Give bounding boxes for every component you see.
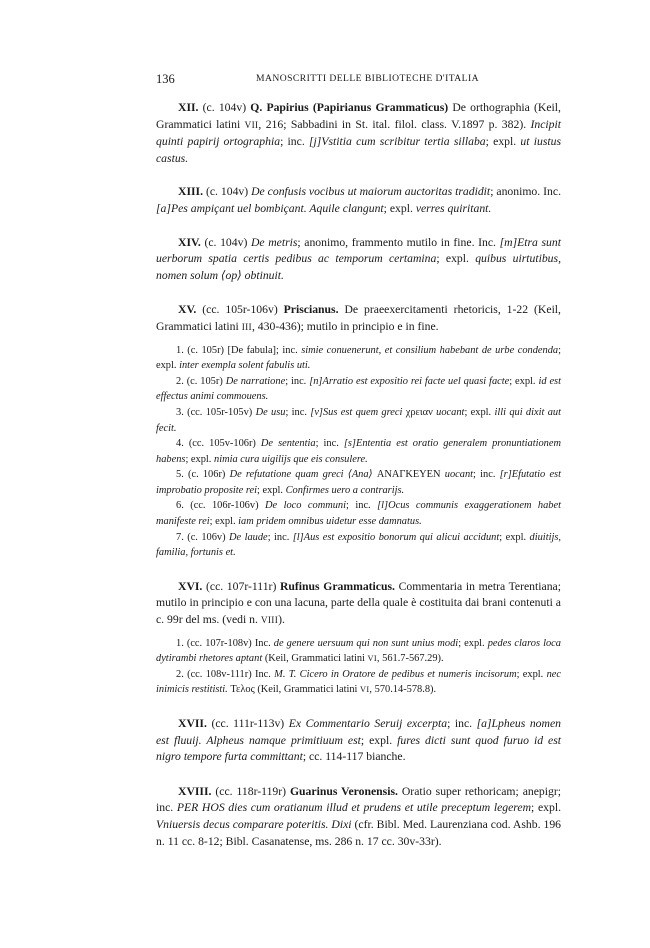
text-run: De orthographia (Keil, Grammatici latini bbox=[156, 101, 561, 131]
bold-run: XVIII. bbox=[178, 784, 216, 798]
italic-run: [a]Lpheus nomen est fluuij. Alpheus namque primitiuum est bbox=[156, 717, 561, 747]
entry-paragraph bbox=[156, 784, 561, 850]
text-run: 5. (c. 106r) bbox=[176, 469, 230, 481]
text-run: (cfr. Bibl. Med. Laurenziana cod. Ashb. 196 n. 11 cc. 8-12; Bibl. Casanatense, ms. 286 n. 17 cc. 30v-33r). bbox=[156, 817, 562, 848]
italic-run: nec inimicis restitisti. bbox=[156, 668, 561, 696]
entry-xv bbox=[156, 302, 561, 561]
sub-item bbox=[156, 498, 561, 529]
entry-xiv bbox=[156, 235, 561, 285]
italic-run: PER HOS dies cum oratianum illud et prudens et utile preceptum legerem bbox=[176, 801, 532, 815]
catalog-text bbox=[156, 100, 561, 850]
text-run: ; expl. bbox=[509, 375, 539, 387]
entry-xvii bbox=[156, 716, 561, 766]
sub-item bbox=[156, 636, 561, 667]
text-run: ; expl. bbox=[531, 801, 561, 815]
text-run: ; inc. bbox=[473, 469, 500, 481]
italic-run: De refutatione quam greci ⟨Ana⟩ bbox=[229, 469, 377, 481]
text-run: ; anonimo. Inc. bbox=[490, 185, 561, 199]
sub-item bbox=[156, 405, 561, 436]
italic-run: [l]Aus est expositio bonorum qui alicui accidunt bbox=[292, 531, 500, 543]
text-run: ; inc. bbox=[315, 438, 344, 450]
bold-run: XV. bbox=[178, 303, 203, 317]
entry-xii bbox=[156, 100, 561, 167]
bold-run: XVI. bbox=[178, 579, 206, 593]
text-run: , 430-436); mutilo in principio e in fine. bbox=[251, 319, 439, 333]
text-run: (c. 104v) bbox=[204, 235, 251, 249]
entry-paragraph bbox=[156, 716, 561, 766]
italic-run: De confusis vocibus ut maiorum auctoritas tradidit bbox=[251, 185, 491, 199]
text-run: ; inc. bbox=[447, 717, 477, 730]
sub-item bbox=[156, 530, 561, 561]
text-run: 4. (cc. 105v-106r) bbox=[176, 438, 261, 450]
sub-item bbox=[156, 343, 561, 374]
entry-xvi bbox=[156, 579, 561, 698]
entry-paragraph bbox=[156, 302, 561, 336]
italic-run: [n]Arratio est expositio rei facte uel quasi facte bbox=[309, 375, 510, 387]
bold-run: XIV. bbox=[178, 235, 205, 249]
italic-run: De sententia bbox=[260, 438, 316, 450]
italic-run: [r]Efutatio est improbatio proposite rei bbox=[156, 469, 561, 496]
italic-run: de genere uersuum qui non sunt unius modi bbox=[273, 637, 459, 649]
text-run: , 561.7-567.29). bbox=[376, 653, 444, 665]
text-run: Τελος (Keil, Grammatici latini bbox=[227, 684, 361, 696]
text-run: ; expl. bbox=[209, 516, 239, 528]
text-run: 2. (c. 105r) bbox=[176, 375, 226, 387]
text-run: ; expl. bbox=[464, 406, 495, 418]
italic-run: M. T. Cicero in Oratore de pedibus et numeris incisorum bbox=[274, 668, 517, 680]
italic-run: iam pridem omnibus uidetur esse damnatus. bbox=[238, 516, 422, 528]
entry-paragraph bbox=[156, 579, 561, 630]
entry-paragraph bbox=[156, 184, 561, 217]
italic-run: Incipit quinti papirij ortographia bbox=[156, 117, 561, 149]
text-run: ; expl. bbox=[436, 252, 476, 266]
italic-run: Confirmes uero a contrarijs. bbox=[285, 484, 405, 496]
text-run: VI bbox=[367, 654, 377, 664]
text-run: ; expl. bbox=[360, 733, 398, 747]
italic-run: diuitijs, familia, fortunis et. bbox=[156, 531, 561, 559]
page-number: 136 bbox=[156, 72, 175, 86]
text-run: ; inc. bbox=[267, 531, 293, 543]
bold-run: XIII. bbox=[178, 185, 206, 199]
text-run: ; inc. bbox=[346, 500, 378, 512]
bold-run: Q. Papirius (Papirianus Grammaticus) bbox=[250, 101, 449, 114]
text-run: 1. (cc. 107r-108v) Inc. bbox=[176, 637, 274, 649]
bold-run: Rufinus Grammaticus. bbox=[279, 579, 395, 593]
italic-run: id est effectus animi commouens. bbox=[156, 375, 561, 403]
bold-run: XVII. bbox=[178, 717, 212, 730]
text-run: ΑΝΑΓΚΕΥΕΝ bbox=[376, 469, 441, 481]
text-run: (cc. 111r-113v) bbox=[211, 717, 289, 730]
italic-run: [s]Ententia est oratio generalem pronuntiationem habens bbox=[156, 438, 561, 465]
italic-run: verres quiritant. bbox=[415, 201, 492, 215]
text-run: , 216; Sabbadini in St. ital. filol. class. V.1897 p. 382). bbox=[258, 117, 531, 131]
running-head: MANOSCRITTI DELLE BIBLIOTECHE D'ITALIA bbox=[256, 73, 479, 84]
text-run: Oratio super rethoricam; anepigr; inc. bbox=[156, 784, 561, 815]
italic-run: De laude bbox=[229, 531, 268, 543]
entry-xiii bbox=[156, 184, 561, 217]
entry-paragraph bbox=[156, 100, 561, 167]
italic-run: quibus uirtutibus, nomen solum ⟨op⟩ obtinuit. bbox=[156, 252, 561, 282]
text-run: ; expl. bbox=[383, 201, 416, 215]
italic-run: [a]Pes ampiçant uel bombiçant. Aquile clangunt bbox=[156, 201, 384, 215]
entry-paragraph bbox=[156, 235, 561, 285]
text-run: ; expl. bbox=[156, 344, 561, 372]
text-run: VIII bbox=[260, 616, 279, 627]
italic-run: [l]Ocus communis exaggerationem habet manifeste rei bbox=[156, 500, 561, 528]
italic-run: nimia cura uigilijs que eis consulere. bbox=[214, 453, 368, 465]
text-run: III bbox=[241, 322, 252, 333]
text-run: (cc. 107r-111r) bbox=[205, 579, 280, 593]
text-run: ; expl. bbox=[257, 484, 286, 496]
entry-xviii bbox=[156, 784, 561, 850]
italic-run: fures dicti sunt quod furuo id est nigro tempore furta committant bbox=[156, 733, 561, 764]
text-run: 7. (c. 106v) bbox=[176, 531, 230, 543]
italic-run: simie conuenerunt, et consilium habebant de urbe condenda bbox=[301, 344, 559, 356]
sub-item bbox=[156, 374, 561, 405]
text-run: ; inc. bbox=[285, 406, 311, 418]
italic-run: [m]Etra sunt uerborum spatia certis pedibus ac temporum certamina bbox=[156, 235, 561, 266]
italic-run: De usu bbox=[255, 406, 286, 418]
text-run: VII bbox=[244, 120, 259, 131]
italic-run: uocant bbox=[440, 469, 474, 481]
text-run: ; expl. bbox=[458, 637, 488, 649]
text-run: VI bbox=[360, 685, 370, 695]
text-run: ; anonimo, frammento mutilo in fine. Inc. bbox=[297, 235, 500, 249]
text-run: , 570.14-578.8). bbox=[369, 684, 437, 696]
bold-run: Priscianus. bbox=[283, 303, 339, 317]
text-run: ; expl. bbox=[516, 668, 547, 680]
italic-run: ut iustus castus. bbox=[156, 135, 562, 165]
italic-run: Vniuersis decus comparare poteritis. Dixi bbox=[156, 817, 352, 831]
italic-run: De narratione bbox=[225, 375, 286, 387]
text-run: ; inc. bbox=[285, 375, 310, 387]
page-header bbox=[156, 72, 561, 88]
bold-run: XII. bbox=[178, 101, 203, 114]
text-run: ; cc. 114-117 bianche. bbox=[302, 750, 406, 764]
text-run: ; inc. bbox=[280, 135, 309, 149]
text-run: 2. (cc. 108v-111r) Inc. bbox=[176, 668, 275, 680]
text-run: (c. 104v) bbox=[205, 185, 252, 199]
italic-run: De metris bbox=[250, 235, 298, 249]
text-run: Commentaria in metra Terentiana; mutilo in principio e con una lacuna, parte della quale è costituita dai brani contenuti a c. 99r del ms. (vedi n. bbox=[156, 579, 561, 627]
text-run: (cc. 118r-119r) bbox=[215, 784, 290, 798]
text-run: 3. (cc. 105r-105v) bbox=[176, 406, 256, 418]
text-run: (Keil, Grammatici latini bbox=[262, 653, 368, 665]
italic-run: illi qui dixit aut fecit. bbox=[156, 406, 561, 434]
text-run: ; expl. bbox=[185, 453, 215, 465]
text-run: ). bbox=[278, 613, 285, 627]
italic-run: inter exempla solent fabulis uti. bbox=[179, 360, 311, 372]
text-run: De praeexercitamenti rhetoricis, 1-22 (Keil, Grammatici latini bbox=[156, 303, 561, 333]
sub-items bbox=[156, 343, 561, 561]
italic-run: uocant bbox=[432, 406, 465, 418]
text-run: 1. (c. 105r) [De fabula]; inc. bbox=[176, 344, 302, 356]
text-run: (c. 104v) bbox=[202, 101, 251, 114]
sub-item bbox=[156, 436, 561, 467]
sub-item bbox=[156, 667, 561, 698]
text-run: (cc. 105r-106v) bbox=[202, 303, 284, 317]
italic-run: pedes claros loca dytirambi rhetores aptant bbox=[156, 637, 561, 665]
text-run: χρειαν bbox=[405, 406, 433, 418]
text-run: 6. (cc. 106r-106v) bbox=[176, 500, 265, 512]
text-run: ; expl. bbox=[485, 135, 521, 149]
italic-run: [v]Sus est quem greci bbox=[310, 406, 406, 418]
italic-run: Ex Commentario Seruij excerpta bbox=[288, 717, 448, 730]
text-run: ; expl. bbox=[499, 531, 530, 543]
sub-items bbox=[156, 636, 561, 698]
italic-run: De loco communi bbox=[265, 500, 347, 512]
italic-run: [j]Vstitia cum scribitur tertia sillaba bbox=[308, 135, 486, 149]
bold-run: Guarinus Veronensis. bbox=[289, 784, 398, 798]
sub-item bbox=[156, 467, 561, 498]
